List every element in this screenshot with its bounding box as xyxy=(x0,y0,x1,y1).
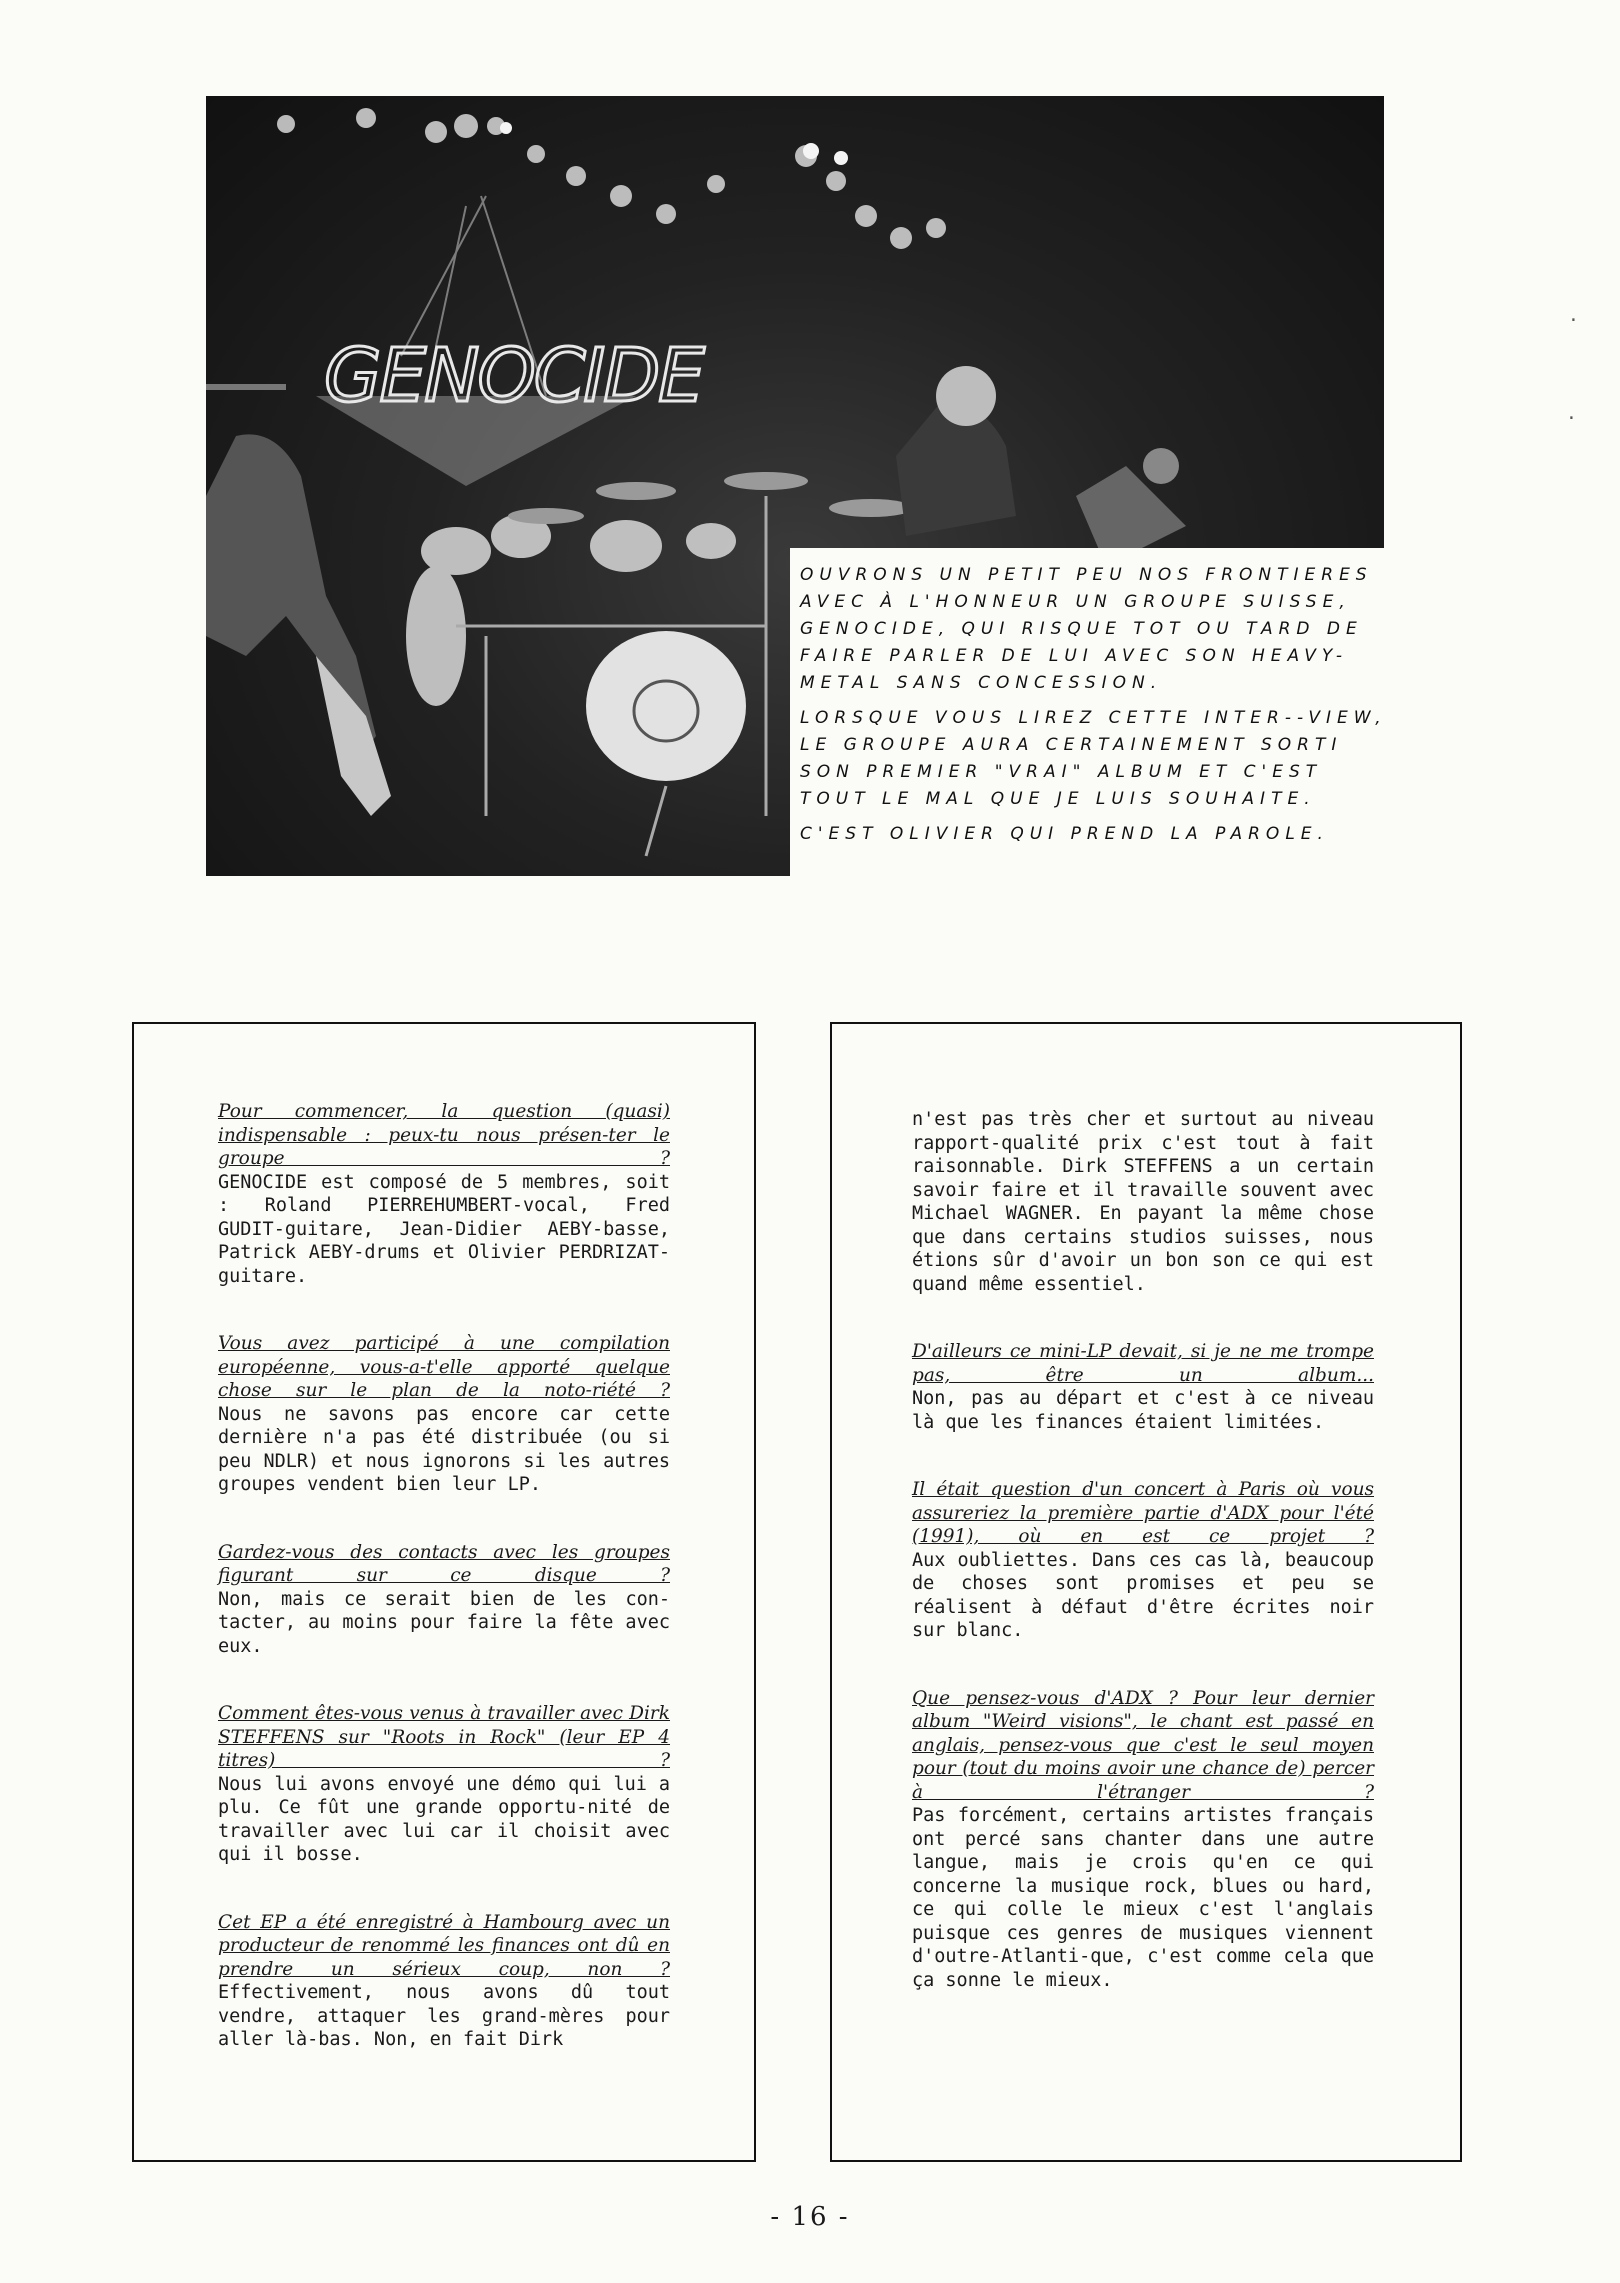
scan-speck: · xyxy=(1568,310,1579,331)
svg-text:GENOCIDE: GENOCIDE xyxy=(324,333,703,419)
scan-speck: · xyxy=(1566,408,1577,429)
answer-8: Pas forcément, certains artistes français ont percé sans chanter dans une autre langue, mais je crois qu'en ce qui concerne la musique rock, blues ou hard, ce qui colle le mieux c'est l'anglais puisque ces genres de musiques viennent d'outre-Atlanti-que, c'est comme cela que ça sonne le mieux. xyxy=(912,1805,1374,1991)
answer-5-continued: n'est pas très cher et surtout au niveau rapport-qualité prix c'est tout à fait raisonnable. Dirk STEFFENS a un certain savoir faire et il travaille souvent avec Michael WAGNER. En payant la même chose que dans certains studios suisses, nous étions sûr d'avoir un bon son ce qui est quand même essentiel. xyxy=(912,1109,1374,1295)
caption-paragraph-2: LORSQUE VOUS LIREZ CETTE INTER--VIEW, LE GROUPE AURA CERTAINEMENT SORTI SON PREMIER "VRAI" ALBUM ET C'EST TOUT LE MAL QUE JE LUIS SOUHAITE. xyxy=(800,708,1387,809)
question-2: Vous avez participé à une compilation européenne, vous-a-t'elle apporté quelque chose sur le plan de la noto-riété ? xyxy=(218,1333,670,1401)
question-6: D'ailleurs ce mini-LP devait, si je ne me trompe pas, être un album... xyxy=(912,1341,1374,1386)
question-4: Comment êtes-vous venus à travailler avec Dirk STEFFENS sur "Roots in Rock" (leur EP 4 titres) ? xyxy=(218,1703,670,1771)
caption-signature: C'EST OLIVIER QUI PREND LA PAROLE. xyxy=(800,824,1329,844)
answer-6: Non, pas au départ et c'est à ce niveau là que les finances étaient limitées. xyxy=(912,1388,1374,1433)
answer-1: GENOCIDE est composé de 5 membres, soit : Roland PIERREHUMBERT-vocal, Fred GUDIT-guitare, Jean-Didier AEBY-basse, Patrick AEBY-drums et Olivier PERDRIZAT-guitare. xyxy=(218,1171,670,1287)
answer-2: Nous ne savons pas encore car cette dernière n'a pas été distribuée (ou si peu NDLR) et nous ignorons si les autres groupes vendent bien leur LP. xyxy=(218,1403,670,1495)
intro-caption xyxy=(790,548,1410,888)
answer-5: Effectivement, nous avons dû tout vendre, attaquer les grand-mères pour aller là-bas. Non, en fait Dirk xyxy=(218,1982,670,2050)
genocide-banner xyxy=(316,333,705,486)
answer-3: Non, mais ce serait bien de les con-tacter, au moins pour faire la fête avec eux. xyxy=(218,1588,670,1657)
question-3: Gardez-vous des contacts avec les groupes figurant sur ce disque ? xyxy=(218,1541,670,1586)
answer-7: Aux oubliettes. Dans ces cas là, beaucoup de choses sont promises et peu se réalisent à défaut d'être écrites noir sur blanc. xyxy=(912,1549,1374,1641)
question-1: Pour commencer, la question (quasi) indispensable : peux-tu nous présen-ter le groupe ? xyxy=(218,1101,670,1169)
caption-paragraph-1: OUVRONS UN PETIT PEU NOS FRONTIERES AVEC À L'HONNEUR UN GROUPE SUISSE, GENOCIDE, QUI RISQUE TOT OU TARD DE FAIRE PARLER DE LUI AVEC SON HEAVY-METAL SANS CONCESSION. xyxy=(800,565,1373,693)
question-7: Il était question d'un concert à Paris où vous assureriez la première partie d'ADX pour l'été (1991), où en est ce projet ? xyxy=(912,1479,1374,1547)
interview-column-left xyxy=(132,1022,756,2162)
interview-column-right xyxy=(830,1022,1462,2162)
question-8: Que pensez-vous d'ADX ? Pour leur dernier album "Weird visions", le chant est passé en anglais, pensez-vous que c'est le seul moyen pour (tout du moins avoir une chance de) percer à l'étranger ? xyxy=(912,1687,1374,1803)
page-number: - 16 - xyxy=(770,2202,850,2232)
answer-4: Nous lui avons envoyé une démo qui lui a plu. Ce fût une grande opportu-nité de travailler avec lui car il choisit avec qui il bosse. xyxy=(218,1773,670,1865)
question-5: Cet EP a été enregistré à Hambourg avec un producteur de renommé les finances ont dû en prendre un sérieux coup, non ? xyxy=(218,1911,670,1980)
